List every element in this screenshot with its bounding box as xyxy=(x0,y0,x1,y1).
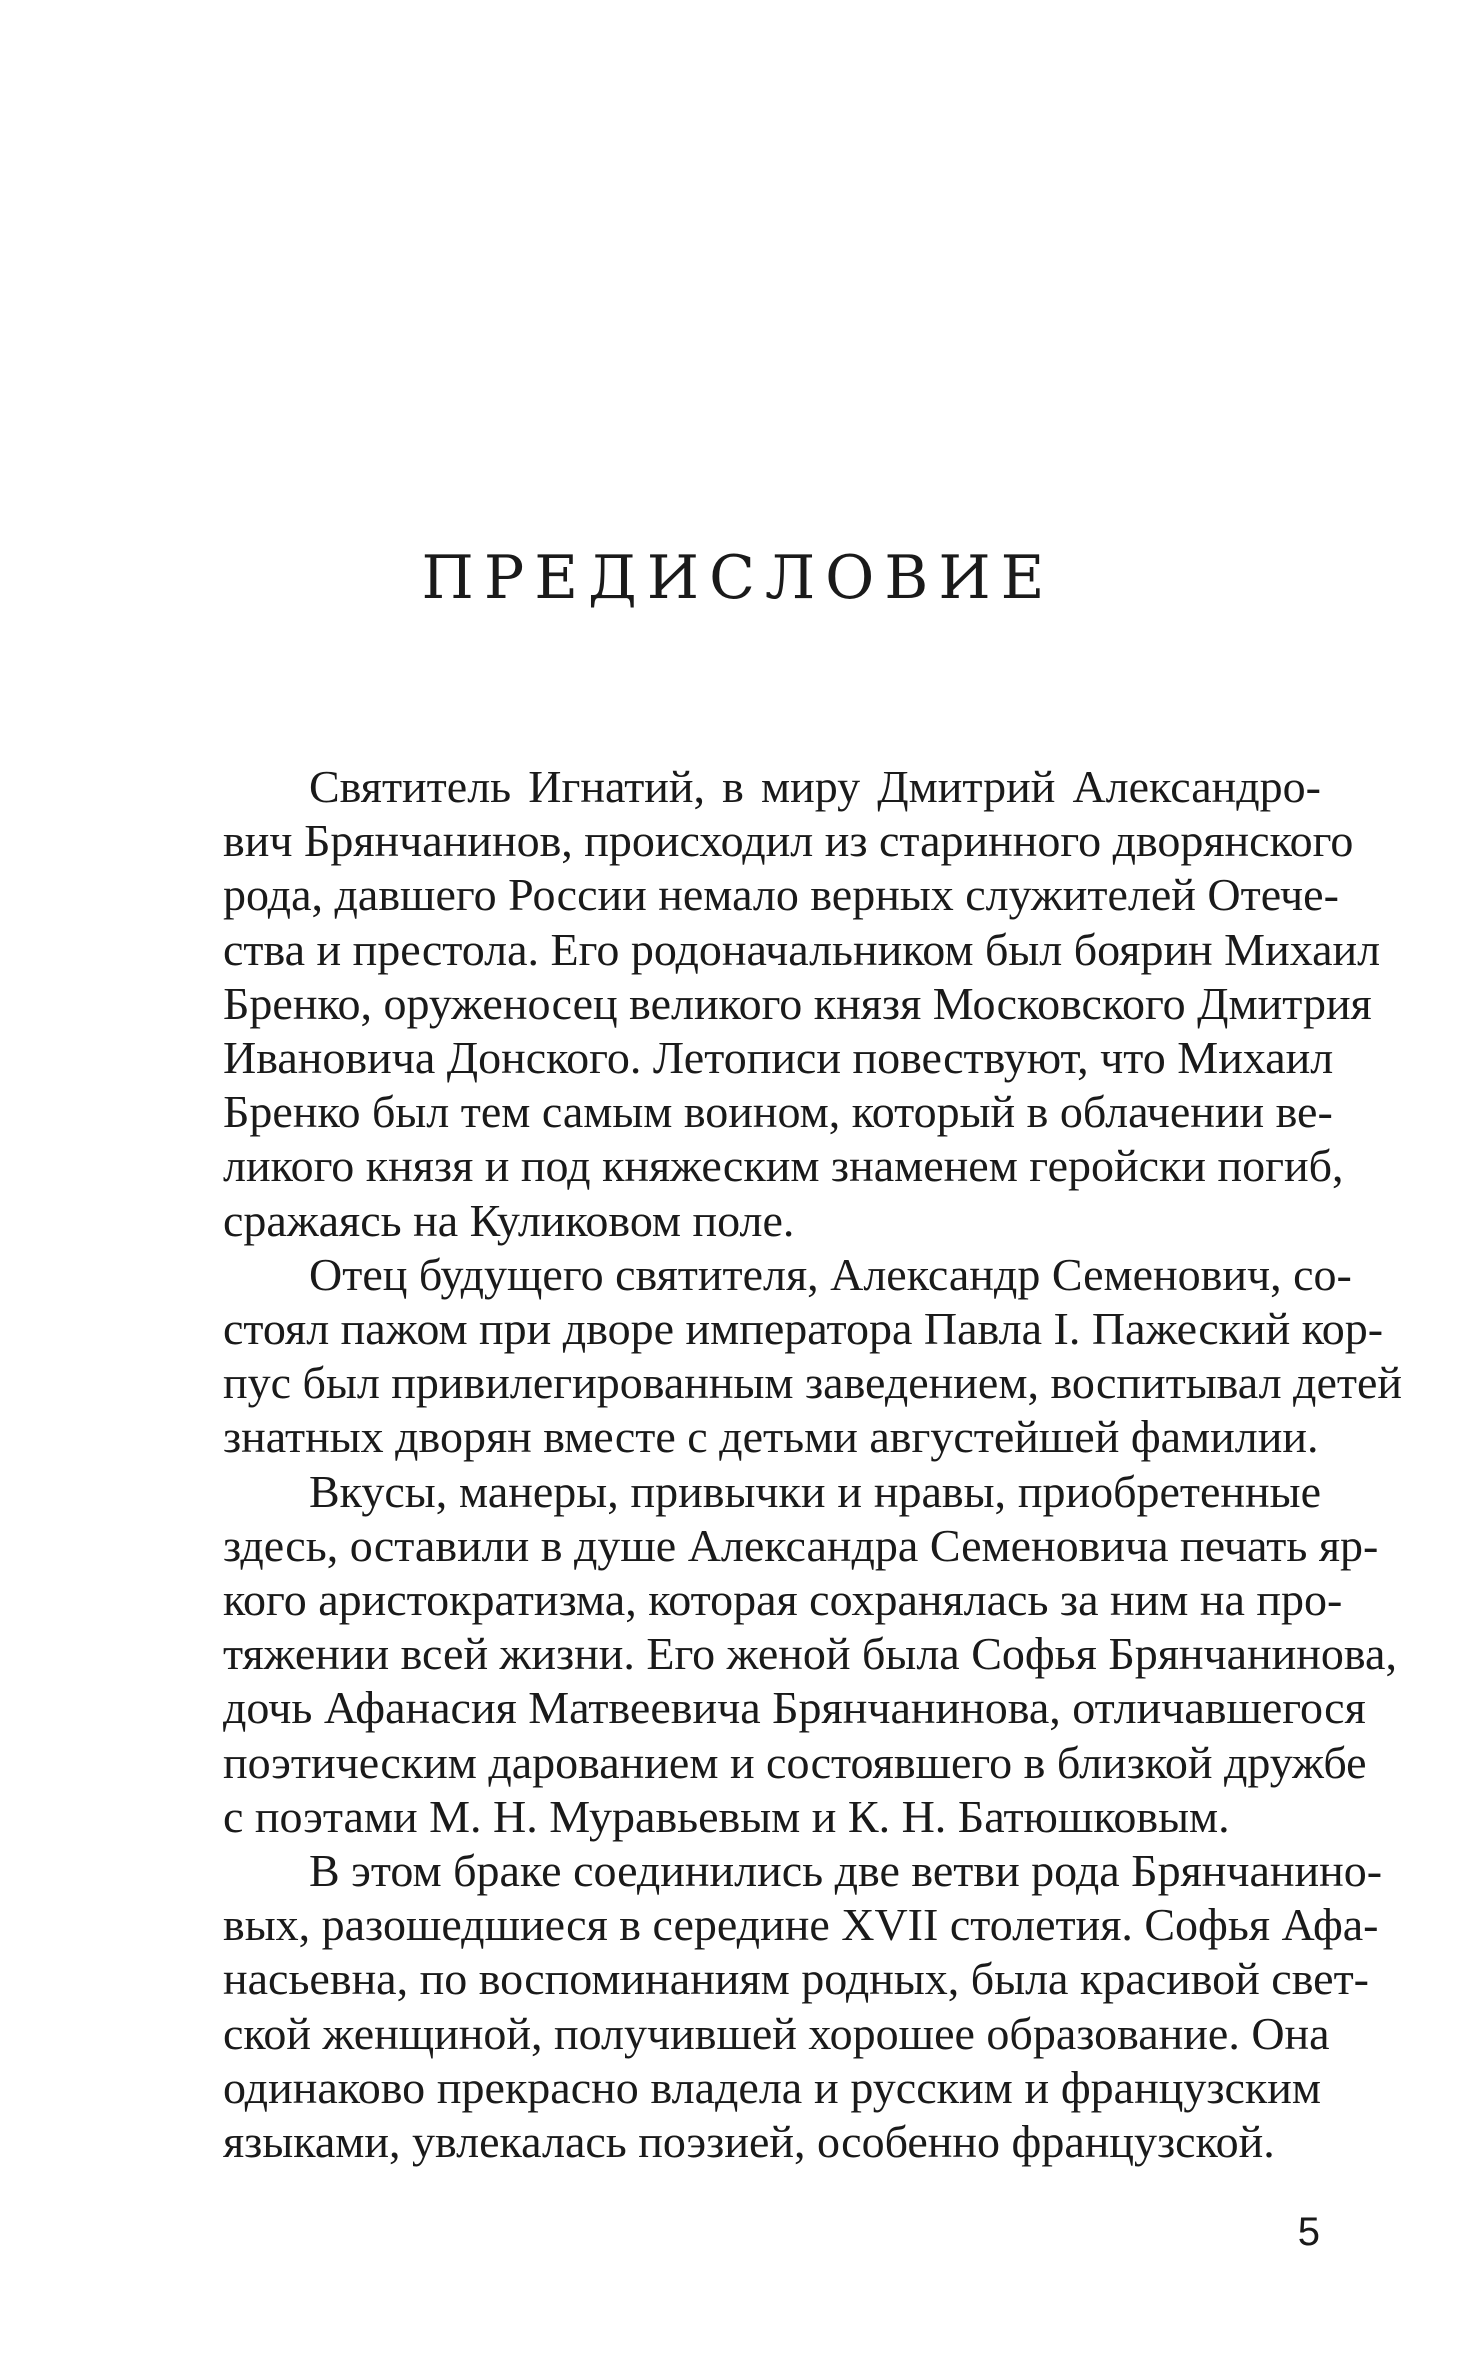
text-line: вич Брянчанинов, происходил из старинного дворянского xyxy=(223,815,1354,867)
paragraph xyxy=(223,1465,1397,1844)
text-line: поэтическим дарованием и состоявшего в близкой дружбе xyxy=(223,1736,1367,1788)
text-line: Бренко, оруженосец великого князя Московского Дмитрия xyxy=(223,977,1372,1029)
paragraph xyxy=(223,1248,1402,1465)
text-line: насьевна, по воспоминаниям родных, была красивой свет- xyxy=(223,1953,1370,2005)
text-line: Святитель Игнатий, в миру Дмитрий Александро- xyxy=(309,761,1321,812)
text-line: ской женщиной, получившей хорошее образование. Она xyxy=(223,2007,1330,2059)
text-line: языками, увлекалась поэзией, особенно французской. xyxy=(223,2116,1275,2168)
text-line: здесь, оставили в душе Александра Семеновича печать яр- xyxy=(223,1519,1379,1571)
chapter-title: ПРЕДИСЛОВИЕ xyxy=(421,543,1055,613)
text-line: знатных дворян вместе с детьми августейшей фамилии. xyxy=(223,1411,1319,1463)
text-line: Бренко был тем самым воином, который в облачении ве- xyxy=(223,1086,1333,1138)
text-line: Ивановича Донского. Летописи повествуют, что Михаил xyxy=(223,1032,1334,1084)
paragraph xyxy=(223,760,1381,1248)
text-line: одинаково прекрасно владела и русским и французским xyxy=(223,2061,1321,2113)
text-line: пус был привилегированным заведением, воспитывал детей xyxy=(223,1357,1402,1409)
text-line: дочь Афанасия Матвеевича Брянчанинова, отличавшегося xyxy=(223,1682,1366,1734)
text-line: сражаясь на Куликовом поле. xyxy=(223,1194,795,1246)
text-line: В этом браке соединились две ветви рода Брянчанино- xyxy=(309,1845,1383,1897)
text-line: рода, давшего России немало верных служителей Отече- xyxy=(223,869,1339,921)
text-line: вых, разошедшиеся в середине XVII столетия. Софья Афа- xyxy=(223,1899,1379,1951)
text-line: стоял пажом при дворе императора Павла I. Пажеский кор- xyxy=(223,1303,1384,1355)
text-line: с поэтами М. Н. Муравьевым и К. Н. Батюшковым. xyxy=(223,1790,1230,1842)
text-line: кого аристократизма, которая сохранялась за ним на про- xyxy=(223,1574,1343,1626)
text-line: Отец будущего святителя, Александр Семенович, со- xyxy=(309,1248,1352,1300)
body-text xyxy=(223,760,1402,2169)
text-line: тяжении всей жизни. Его женой была Софья Брянчанинова, xyxy=(223,1628,1397,1680)
page-number: 5 xyxy=(1297,2210,1320,2254)
paragraph xyxy=(223,1844,1383,2169)
text-line: ства и престола. Его родоначальником был боярин Михаил xyxy=(223,923,1381,975)
text-line: Вкусы, манеры, привычки и нравы, приобретенные xyxy=(309,1465,1321,1517)
text-line: ликого князя и под княжеским знаменем геройски погиб, xyxy=(223,1140,1344,1192)
